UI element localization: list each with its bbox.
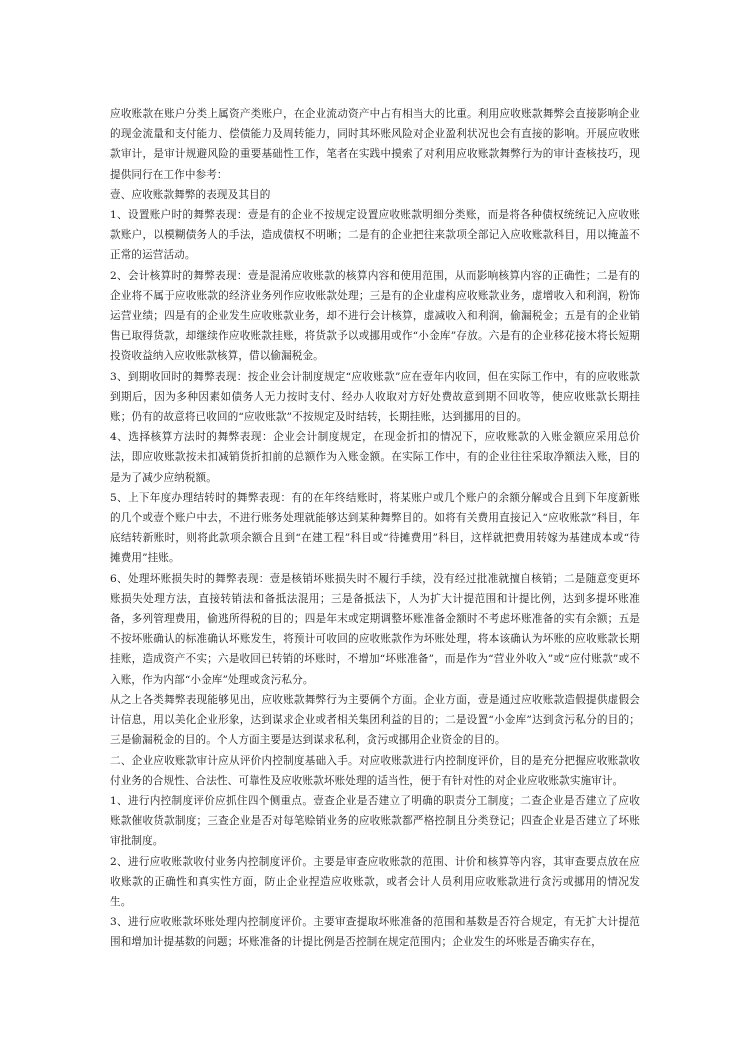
- section-heading-1: 壹、应收账款舞弊的表现及其目的: [110, 188, 271, 201]
- list-item: 3、到期收回时的舞弊表现：按企业会计制度规定“应收账款”应在壹年内收回，但在实际工作中，有的应收账款到期后，因为多种因素如债务人无力按时支付、经办人收取对方好处费故意到期不回收等，使应收账款长期挂账；仍有的故意将已收回的“应收账款”不按规定及时结转，长期挂账，达到挪用的目的。: [110, 370, 640, 424]
- intro-paragraph: 应收账款在账户分类上属资产类账户，在企业流动资产中占有相当大的比重。利用应收账款舞弊会直接影响企业的现金流量和支付能力、偿债能力及周转能力，同时其坏账风险对企业盈利状况也会有直接的影响。开展应收账款审计，是审计规避风险的重要基础性工作，笔者在实践中摸索了对利用应收账款舞弊行为的审计查核技巧，现提供同行在工作中参考：: [110, 108, 640, 181]
- list-item: 1、进行内控制度评价应抓住四个侧重点。壹查企业是否建立了明确的职责分工制度；二查企业是否建立了应收账款催收货款制度；三查企业是否对每笔赊销业务的应收账款都严格控制且分类登记；四查企业是否建立了坏账审批制度。: [110, 794, 640, 848]
- summary-paragraph: 从之上各类舞弊表现能够见出，应收账款舞弊行为主要俩个方面。企业方面，壹是通过应收账款造假提供虚假会计信息，用以美化企业形象，达到谋求企业或者相关集团利益的目的；二是设置“小金库”达到贪污私分的目的；三是偷漏税金的目的。个人方面主要是达到谋求私利，贪污或挪用企业资金的目的。: [110, 693, 640, 747]
- list-item: 5、上下年度办理结转时的舞弊表现：有的在年终结账时，将某账户或几个账户的余额分解或合且到下年度新账的几个或壹个账户中去，不进行账务处理就能够达到某种舞弊目的。如将有关费用直接记入“应收账款”科目，年底结转新账时，则将此款项余额合且到“在建工程”科目或“待摊费用”科目，这样就把费用转嫁为基建成本或“待摊费用”挂账。: [110, 491, 640, 565]
- list-item: 2、进行应收账款收付业务内控制度评价。主要是审查应收账款的范围、计价和核算等内容，其审查要点放在应收账款的正确性和真实性方面，防止企业捏造应收账款，或者会计人员利用应收账款进行贪污或挪用的情况发生。: [110, 855, 640, 908]
- section-heading-2: 二、企业应收账款审计应从评价内控制度基础入手。对应收账款进行内控制度评价，目的是充分把握应收账款收付业务的合规性、合法性、可靠性及应收账款坏账处理的适当性，便于有针对性的对企业应收账款实施审计。: [110, 754, 640, 787]
- list-item: 6、处理坏账损失时的舞弊表现：壹是核销坏账损失时不履行手续，没有经过批准就擅自核销；二是随意变更坏账损失处理方法，直接转销法和备抵法混用；三是备抵法下，人为扩大计提范围和计提比例，达到多提坏账准备，多列管理费用，偷逃所得税的目的；四是年末或定期调整坏账准备金额时不考虑坏账准备的实有余额；五是不按坏账确认的标准确认坏账发生，将预计可收回的应收账款作为坏账处理，将本该确认为坏账的应收账款长期挂账，造成资产不实；六是收回已转销的坏账时，不增加“坏账准备”，而是作为“营业外收入”或“应付账款”或不入账，作为内部“小金库”处理或贪污私分。: [110, 572, 640, 686]
- list-item: 2、会计核算时的舞弊表现：壹是混淆应收账款的核算内容和使用范围，从而影响核算内容的正确性；二是有的企业将不属于应收账款的经济业务列作应收账款处理；三是有的企业虚构应收账款业务，虚增收入和利润，粉饰运营业绩；四是有的企业发生应收账款业务，却不进行会计核算，虚减收入和利润，偷漏税金；五是有的企业销售已取得货款，却继续作应收账款挂账，将货款予以或挪用或作“小金库”存放。六是有的企业移花接木将长短期投资收益纳入应收账款核算，借以偷漏税金。: [110, 269, 640, 363]
- list-item: 4、选择核算方法时的舞弊表现：企业会计制度规定，在现金折扣的情况下，应收账款的入账金额应采用总价法，即应收账款按未扣减销货折扣前的总额作为入账金额。在实际工作中，有的企业往往采取净额法入账，目的是为了减少应纳税额。: [110, 431, 640, 484]
- list-item: 1、设置账户时的舞弊表现：壹是有的企业不按规定设置应收账款明细分类账，而是将各种债权统统记入应收账款账户，以模糊债务人的手法，造成债权不明晰；二是有的企业把往来款项全部记入应收账款科目，用以掩盖不正常的运营活动。: [110, 209, 640, 262]
- list-item: 3、进行应收账款坏账处理内控制度评价。主要审查提取坏账准备的范围和基数是否符合规定，有无扩大计提范围和增加计提基数的问题；坏账准备的计提比例是否控制在规定范围内；企业发生的坏账是否确实存在，: [110, 916, 640, 949]
